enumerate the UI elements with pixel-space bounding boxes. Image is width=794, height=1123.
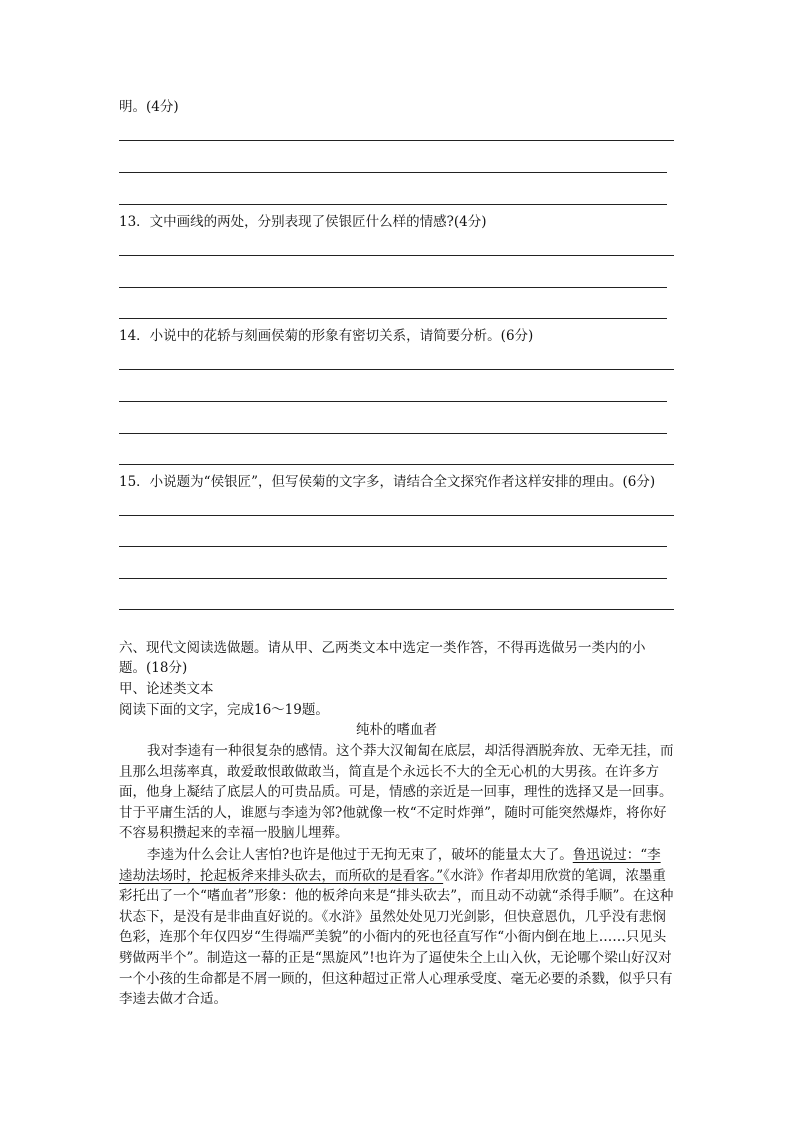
- paragraph-2-rest: 《水浒》作者却用欣赏的笔调，浓墨重彩托出了一个“嗜血者”形象：他的板斧向来是“排头砍去”，而且动不动就“杀得手顺”。在这种状态下，是没有是非曲直好说的。《水浒》虽然处处见刀光剑影，但快意恩仇，几乎没有悲悯色彩，连那个年仅四岁“生得端严美貌”的小衙内的死也径直写作“小衙内倒在地上……只见头劈做两半个”。制造这一幕的正是“黑旋风”!也许为了逼使朱仝上山入伙，无论哪个梁山好汉对一个小孩的生命都是不屑一顾的，但这种超过正常人心理承受度、毫无必要的杀戮，似乎只有李逵去做才合适。: [119, 867, 674, 1008]
- answer-line: [119, 369, 674, 370]
- underlined-quote: 鲁迅说过：“李逵劫法场时，抡起板斧来排头砍去，而所砍的是看客。”: [119, 847, 661, 884]
- article-paragraph-2: [119, 845, 674, 1010]
- answer-line: [119, 140, 674, 141]
- answer-line: [119, 204, 667, 205]
- question-12-tail: 明。(4分): [119, 99, 179, 115]
- section-subhead: 甲、论述类文本: [119, 681, 214, 697]
- answer-line: [119, 515, 674, 516]
- answer-line: [119, 433, 667, 434]
- section-6-intro-line2: 题。(18分): [119, 660, 188, 676]
- article-title: 纯朴的嗜血者: [356, 722, 437, 738]
- answer-line: [119, 464, 674, 465]
- question-13: 13．文中画线的两处，分别表现了侯银匠什么样的情感?(4分): [119, 214, 487, 230]
- answer-line: [119, 287, 667, 288]
- answer-line: [119, 318, 667, 319]
- reading-instruction: 阅读下面的文字，完成16～19题。: [119, 702, 329, 718]
- section-6-intro-line1: 六、现代文阅读选做题。请从甲、乙两类文本中选定一类作答，不得再选做另一类内的小: [119, 640, 646, 656]
- answer-line: [119, 401, 667, 402]
- answer-line: [119, 255, 674, 256]
- answer-line: [119, 578, 667, 579]
- paragraph-2-lead: 李逵为什么会让人害怕?也许是他过于无拘无束了，破坏的能量太大了。: [147, 847, 573, 863]
- article-paragraph-1: 我对李逵有一种很复杂的感情。这个莽大汉匍匐在底层，却活得酒脱奔放、无牵无挂，而且那么坦荡率真，敢爱敢恨敢做敢当，简直是个永远长不大的全无心机的大男孩。在许多方面，他身上凝结了底层人的可贵品质。可是，情感的亲近是一回事，理性的选择又是一回事。甘于平庸生活的人，谁愿与李逵为邻?他就像一枚“不定时炸弹”，随时可能突然爆炸，将你好不容易积攒起来的幸福一股脑儿埋葬。: [119, 743, 674, 842]
- question-15: 15．小说题为“侯银匠”，但写侯菊的文字多，请结合全文探究作者这样安排的理由。(6分): [119, 474, 656, 490]
- question-14: 14．小说中的花轿与刻画侯菊的形象有密切关系，请简要分析。(6分): [119, 328, 534, 344]
- answer-line: [119, 172, 667, 173]
- answer-line: [119, 546, 667, 547]
- answer-line: [119, 609, 674, 610]
